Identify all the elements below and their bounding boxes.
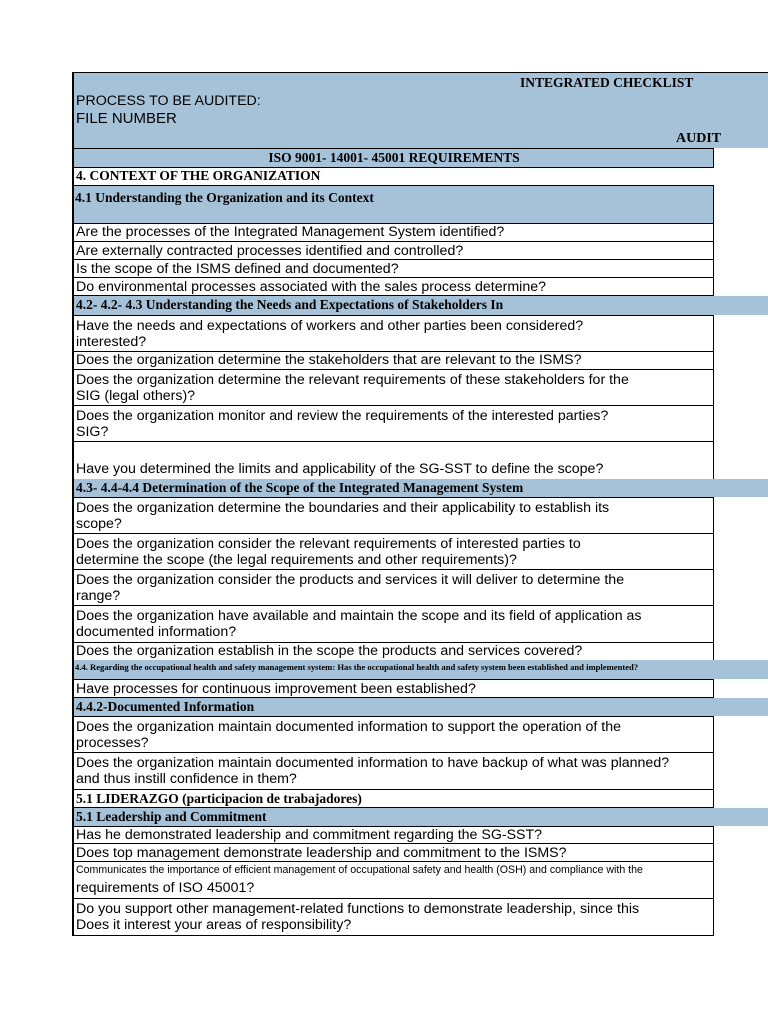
subsection-4-4-title: 4.4. Regarding the occupational health and safety management system: Has the occupational health and safety system been established and implemented? <box>75 662 639 672</box>
audit-row <box>72 129 768 148</box>
question-text: Have the needs and expectations of workers and other parties been considered? <box>76 318 584 334</box>
question-text-continued: scope? <box>76 516 122 532</box>
checklist-row <box>72 679 714 698</box>
question-text: Are externally contracted processes identified and controlled? <box>76 243 464 259</box>
question-text-continued: documented information? <box>76 624 237 640</box>
question-text-continued: processes? <box>76 735 149 751</box>
checklist-row <box>72 242 714 260</box>
requirements-title: ISO 9001- 14001- 45001 REQUIREMENTS <box>268 150 520 165</box>
checklist-row <box>72 406 714 442</box>
section-4-title: 4. CONTEXT OF THE ORGANIZATION <box>76 168 321 183</box>
checklist-row <box>72 534 714 570</box>
question-text-continued: requirements of ISO 45001? <box>76 880 255 896</box>
process-row <box>72 92 768 109</box>
title-row <box>72 72 768 92</box>
checklist-row <box>72 224 714 242</box>
question-text: Do you support other management-related functions to demonstrate leadership, since this <box>76 901 640 917</box>
question-text-continued: SIG (legal others)? <box>76 388 196 404</box>
checklist-row <box>72 278 714 296</box>
checklist-row <box>72 643 714 660</box>
question-text: Does the organization consider the relevant requirements of interested parties to <box>76 536 581 552</box>
question-text-continued: determine the scope (the legal requirements and other requirements)? <box>76 552 517 568</box>
question-text: Does the organization determine the relevant requirements of these stakeholders for the <box>76 372 629 388</box>
question-text: Does the organization have available and maintain the scope and its field of application as <box>76 608 642 624</box>
checklist-title: INTEGRATED CHECKLIST <box>520 75 694 90</box>
subsection-4-1-title: 4.1 Understanding the Organization and its Context <box>75 190 374 205</box>
checklist-row <box>72 606 714 643</box>
question-text: Communicates the importance of efficient management of occupational safety and health (OSH) and compliance with the <box>76 864 643 876</box>
question-text: Has he demonstrated leadership and commitment regarding the SG-SST? <box>76 827 543 843</box>
checklist-row <box>72 442 714 479</box>
question-text-continued: and thus instill confidence in them? <box>76 771 297 787</box>
question-text: Does the organization determine the boundaries and their applicability to establish its <box>76 500 610 516</box>
file-number-row <box>72 109 768 129</box>
checklist-row <box>72 260 714 278</box>
question-text-continued: Does it interest your areas of responsibility? <box>76 917 352 933</box>
checklist-row <box>72 862 714 899</box>
audit-label: AUDIT <box>676 131 722 146</box>
question-text-continued: range? <box>76 588 121 604</box>
subsection-4-1-header <box>72 185 714 224</box>
subsection-4-2-header <box>72 296 768 315</box>
question-text-continued: SIG? <box>76 424 109 440</box>
question-text: Does the organization maintain documented information to support the operation of the <box>76 719 621 735</box>
subsection-4-3-header <box>72 479 768 497</box>
question-text: Does the organization consider the products and services it will deliver to determine the <box>76 572 625 588</box>
process-label: PROCESS TO BE AUDITED: <box>76 93 261 109</box>
checklist-row <box>72 844 714 862</box>
requirements-header <box>72 148 714 168</box>
question-text: Does the organization establish in the scope the products and services covered? <box>76 643 583 659</box>
question-text: Have processes for continuous improvement been established? <box>76 681 476 697</box>
checklist-row <box>72 899 714 936</box>
checklist-row <box>72 826 714 844</box>
checklist-row <box>72 315 714 352</box>
checklist-row <box>72 352 714 370</box>
question-text: Does top management demonstrate leadership and commitment to the ISMS? <box>76 845 567 861</box>
checklist-row <box>72 570 714 606</box>
subsection-4-2-title: 4.2- 4.2- 4.3 Understanding the Needs and Expectations of Stakeholders In <box>76 297 504 312</box>
question-text: Does the organization determine the stakeholders that are relevant to the ISMS? <box>76 352 582 368</box>
file-number-label: FILE NUMBER <box>76 110 177 127</box>
question-text: Does the organization maintain documented information to have backup of what was planned? <box>76 755 670 771</box>
question-text: Is the scope of the ISMS defined and documented? <box>76 261 399 277</box>
section-5-title: 5.1 LIDERAZGO (participacion de trabajadores) <box>76 791 362 806</box>
question-text: Are the processes of the Integrated Management System identified? <box>76 224 505 240</box>
subsection-4-4-2-title: 4.4.2-Documented Information <box>76 699 255 714</box>
subsection-5-1-header <box>72 808 768 826</box>
question-text-continued: interested? <box>76 334 147 350</box>
section-4-title-row <box>72 168 714 185</box>
checklist-row <box>72 497 714 534</box>
question-text: Have you determined the limits and applicability of the SG-SST to define the scope? <box>76 461 604 477</box>
question-text: Do environmental processes associated with the sales process determine? <box>76 279 547 295</box>
subsection-5-1-title: 5.1 Leadership and Commitment <box>76 809 267 824</box>
checklist-row <box>72 370 714 406</box>
subsection-4-4-header <box>72 660 768 679</box>
subsection-4-3-title: 4.3- 4.4-4.4 Determination of the Scope of the Integrated Management System <box>76 480 524 495</box>
question-text: Does the organization monitor and review the requirements of the interested parties? <box>76 408 609 424</box>
checklist-row <box>72 753 714 790</box>
subsection-4-4-2-header <box>72 698 768 716</box>
checklist-row <box>72 716 714 753</box>
section-5-title-row <box>72 790 714 808</box>
